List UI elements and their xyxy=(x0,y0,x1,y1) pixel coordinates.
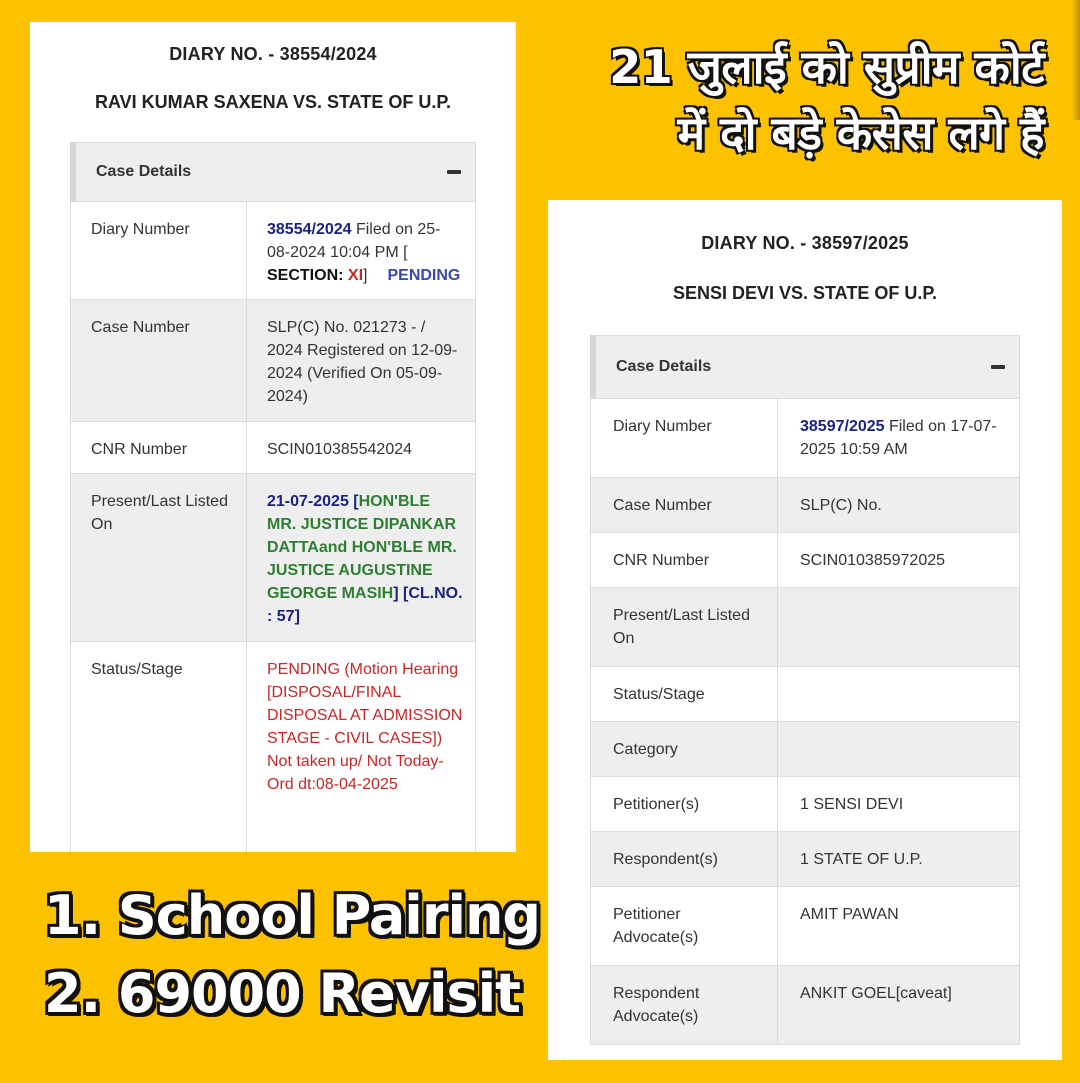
heading-line-2: में दो बड़े केसेस लगे हैं xyxy=(677,106,1044,160)
section-value: XI xyxy=(347,267,364,284)
table-row-diary-number xyxy=(590,399,1020,478)
table-row xyxy=(590,966,1020,1045)
row-label: Petitioner Advocate(s) xyxy=(591,887,778,965)
case-details-table xyxy=(70,142,476,852)
diary-number-link[interactable]: 38597/2025 xyxy=(800,418,885,435)
collapse-minus-icon[interactable] xyxy=(991,365,1005,369)
table-row-cnr-number xyxy=(70,422,476,474)
case-details-table xyxy=(590,335,1020,1045)
row-label: Respondent Advocate(s) xyxy=(591,966,778,1044)
row-value xyxy=(778,667,1019,721)
row-value: ANKIT GOEL[caveat] xyxy=(800,985,952,1002)
table-row xyxy=(590,722,1020,777)
diary-title: DIARY NO. - 38554/2024 xyxy=(169,44,377,64)
row-value: SCIN010385972025 xyxy=(800,552,946,569)
table-row xyxy=(590,478,1020,533)
table-row-listed-on xyxy=(70,474,476,642)
table-row-diary-number xyxy=(70,202,476,300)
case-title: RAVI KUMAR SAXENA VS. STATE OF U.P. xyxy=(94,92,452,112)
cause-list-number: ] [CL.NO. : 57] xyxy=(267,585,463,625)
row-value: 1 SENSI DEVI xyxy=(800,796,904,813)
row-label: Respondent(s) xyxy=(591,832,778,886)
topic-69000-revisit: 2. 69000 Revisit xyxy=(44,962,520,1025)
filed-on-text: Filed on 17-07-2025 10:59 AM xyxy=(800,418,997,458)
case-details-header[interactable] xyxy=(590,335,1020,399)
left-case-panel xyxy=(30,22,516,852)
table-row xyxy=(590,887,1020,966)
table-row xyxy=(590,533,1020,588)
row-value: AMIT PAWAN xyxy=(800,906,899,923)
bench-judges: HON'BLE MR. JUSTICE DIPANKAR DATTAand HON'BLE MR. JUSTICE AUGUSTINE GEORGE MASIH xyxy=(267,493,457,602)
row-value: PENDING (Motion Hearing [DISPOSAL/FINAL DISPOSAL AT ADMISSION STAGE - CIVIL CASES]) Not taken up/ Not Today-Ord dt:08-04-2025 xyxy=(267,661,463,793)
row-value xyxy=(247,202,475,299)
row-label: Category xyxy=(591,722,778,776)
case-details-header-label: Case Details xyxy=(96,163,192,180)
row-value xyxy=(778,722,1019,776)
edge-shadow xyxy=(1072,0,1080,120)
right-case-panel xyxy=(548,200,1062,1060)
table-row-case-number xyxy=(70,300,476,422)
row-label: Diary Number xyxy=(591,399,778,477)
row-label: Petitioner(s) xyxy=(591,777,778,831)
section-label: SECTION: xyxy=(267,267,348,284)
row-label: Status/Stage xyxy=(71,642,247,852)
listed-date: 21-07-2025 xyxy=(267,493,349,510)
row-value xyxy=(778,588,1019,666)
row-label: CNR Number xyxy=(591,533,778,587)
case-details-header-label: Case Details xyxy=(616,358,712,375)
diary-number-link[interactable]: 38554/2024 xyxy=(267,221,352,238)
row-label: Diary Number xyxy=(71,202,247,299)
table-row xyxy=(590,588,1020,667)
table-row xyxy=(590,777,1020,832)
row-value: 1 STATE OF U.P. xyxy=(800,851,923,868)
row-label: Status/Stage xyxy=(591,667,778,721)
row-label: Case Number xyxy=(591,478,778,532)
row-value xyxy=(778,399,1019,477)
row-label: Present/Last Listed On xyxy=(591,588,778,666)
row-value: SCIN010385542024 xyxy=(267,441,413,458)
status-badge: PENDING xyxy=(387,267,461,284)
collapse-minus-icon[interactable] xyxy=(447,170,461,174)
case-details-header[interactable] xyxy=(70,142,476,202)
table-row xyxy=(590,667,1020,722)
case-title: SENSI DEVI VS. STATE OF U.P. xyxy=(672,283,938,303)
row-value: SLP(C) No. 021273 - / 2024 Registered on 12-09-2024 (Verified On 05-09-2024) xyxy=(267,319,458,405)
diary-title: DIARY NO. - 38597/2025 xyxy=(701,233,909,253)
table-row xyxy=(590,832,1020,887)
row-label: CNR Number xyxy=(71,422,247,473)
section-close: ] xyxy=(363,267,368,284)
filed-on-text: Filed on 25-08-2024 10:04 PM [ xyxy=(267,221,441,261)
row-label: Case Number xyxy=(71,300,247,421)
table-row-status-stage xyxy=(70,642,476,852)
heading-line-1: 21 जुलाई को सुप्रीम कोर्ट xyxy=(609,40,1044,94)
row-label: Present/Last Listed On xyxy=(71,474,247,641)
row-value xyxy=(247,474,475,641)
topic-school-pairing: 1. School Pairing xyxy=(44,884,541,947)
row-value: SLP(C) No. xyxy=(800,497,882,514)
bench-open: [ xyxy=(348,493,359,510)
